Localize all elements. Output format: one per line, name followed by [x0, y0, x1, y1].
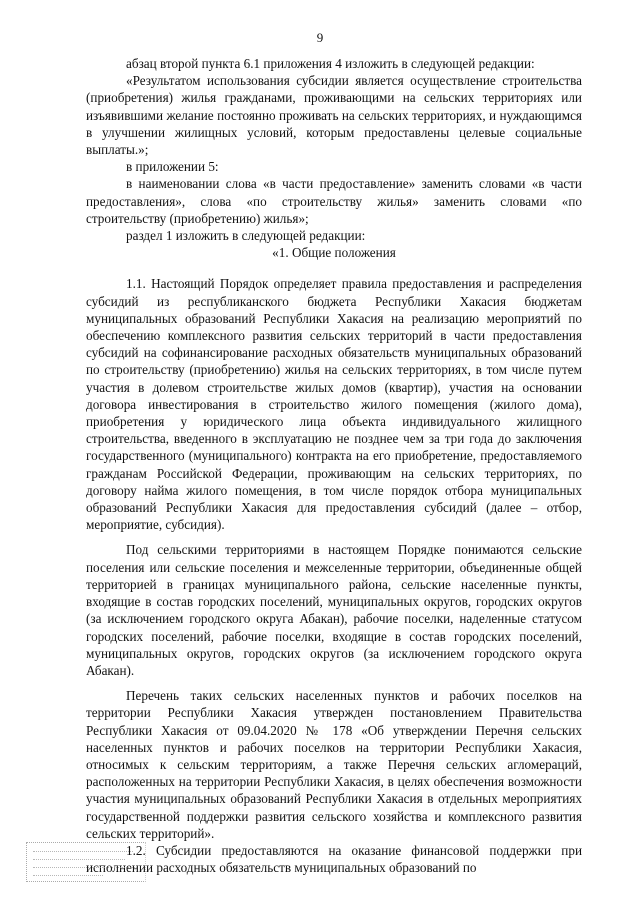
body-paragraph-2: Под сельскими территориями в настоящем Порядке понимаются сельские поселения или сельские поселения и межселенные территории, объединенные общей территорией в границах муниципального района, сельские населенные пункты, входящие в состав городских поселений, муниципальных округов, городских округов (за исключением городского округа Абакан), рабочие поселки, наделенные статусом городских поселений, рабочие поселки, входящие в состав городских поселений, муниципальных округов, городских округов (за исключением городского округа Абакан).	[86, 542, 582, 678]
amendment-paragraph-5: раздел 1 изложить в следующей редакции:	[126, 228, 366, 244]
section-heading: «1. Общие положения	[272, 245, 396, 261]
document-body	[86, 55, 582, 876]
amendment-paragraph-4: в наименовании слова «в части предоставление» заменить словами «в части предоставления», слова «по строительству жилья» заменить словами «по строительству (приобретению) жилья»;	[86, 176, 582, 226]
registration-stamp	[26, 842, 146, 882]
amendment-paragraph-1: абзац второй пункта 6.1 приложения 4 изложить в следующей редакции:	[126, 56, 535, 71]
page-number: 9	[316, 30, 324, 45]
body-paragraph-1: 1.1. Настоящий Порядок определяет правила предоставления и распределения субсидий из республиканского бюджета Республики Хакасия бюджетам муниципальных образований Республики Хакасия на реализацию мероприятий по обеспечению комплексного развития сельских территорий в части предоставления субсидий на софинансирование расходных обязательств муниципальных образований по строительству (приобретению) жилья на сельских территориях, в том числе путем участия в долевом строительстве жилых домов (квартир), участия на основании договора инвестирования в строительство жилого помещения (жилого дома), приобретения у юридического лица объекта индивидуального жилищного строительства, введенного в эксплуатацию не позднее чем за три года до заключения государственного (муниципального) контракта на его приобретение, предоставляемого гражданам Российской Федерации, проживающим на сельских территориях, по договору найма жилого помещения, в том числе порядок отбора муниципальных образований Республики Хакасия для предоставления субсидий (далее – отбор, мероприятие, субсидия).	[86, 276, 582, 533]
amendment-paragraph-2: «Результатом использования субсидии является осуществление строительства (приобретения) жилья гражданами, проживающими на сельских территориях или изъявившими желание постоянно проживать на сельских территориях, и нуждающимся в улучшении жилищных условий, которым предоставлены целевые социальные выплаты.»;	[86, 73, 582, 158]
body-paragraph-3: Перечень таких сельских населенных пунктов и рабочих поселков на территории Республики Хакасия утвержден постановлением Правительства Республики Хакасия от 09.04.2020 № 178 «Об утверждении Перечня сельских населенных пунктов и рабочих поселков на территории Республики Хакасия, относимых к сельским территориям, а также Перечня сельских агломераций, расположенных на территории Республики Хакасия, в целях обеспечения возможности участия муниципальных образований Республики Хакасия в отдельных мероприятиях государственной поддержки развития сельского хозяйства и комплексного развития сельских территорий».	[86, 688, 582, 841]
body-paragraph-4: 1.2. Субсидии предоставляются на оказание финансовой поддержки при исполнении расходных обязательств муниципальных образований по	[86, 842, 582, 876]
amendment-paragraph-3: в приложении 5:	[126, 159, 219, 175]
